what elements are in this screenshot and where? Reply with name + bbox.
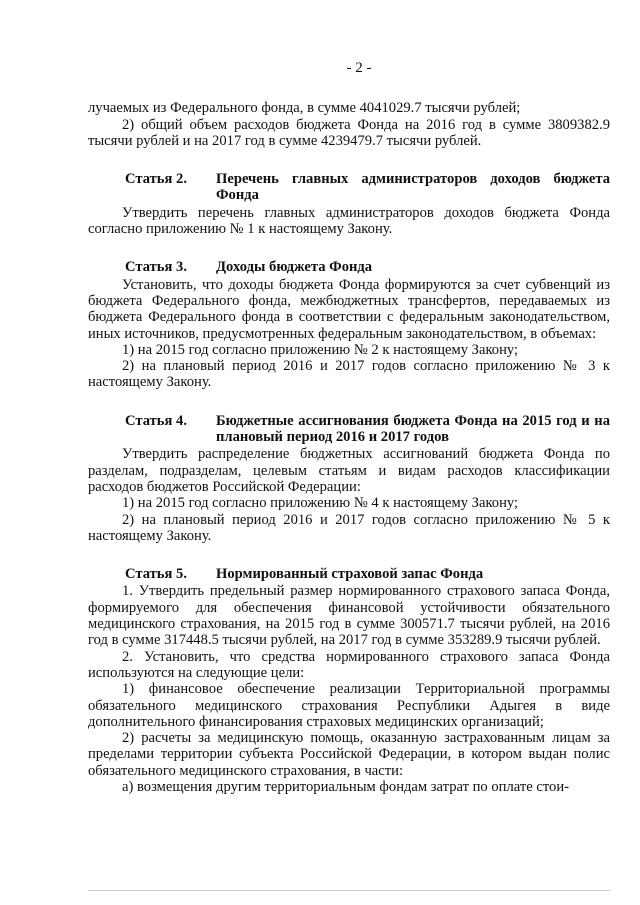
article-number: Статья 3. [125, 259, 187, 276]
page-bottom-edge [88, 890, 610, 891]
article-5-heading [88, 566, 610, 582]
article-3-item: 2) на плановый период 2016 и 2017 годов согласно приложению № 3 к настоящему Закону. [88, 358, 610, 391]
article-4-paragraph: Утвердить распределение бюджетных ассигнований бюджета Фонда по разделам, подразделам, целевым статьям и видам расходов классификации расходов бюджетов Российской Федерации: [88, 446, 610, 495]
document-page [88, 60, 610, 795]
article-5-paragraph: 1. Утвердить предельный размер нормированного страхового запаса Фонда, формируемого для обеспечения финансовой устойчивости обязательного медицинского страхования, на 2015 год в сумме 300571.7 тысячи рублей, на 2016 год в сумме 317448.5 тысячи рублей, на 2017 год в сумме 353289.9 тысячи рублей. [88, 583, 610, 649]
article-5-item: а) возмещения другим территориальным фондам затрат по оплате стои- [122, 778, 570, 795]
article-2-heading [88, 171, 610, 204]
article-number: Статья 4. [125, 412, 187, 429]
article-2-paragraph: Утвердить перечень главных администраторов доходов бюджета Фонда согласно приложению № 1 к настоящему Закону. [88, 204, 610, 238]
article-4-heading [88, 413, 610, 446]
article-number: Статья 5. [125, 566, 187, 583]
article-4-item: 2) на плановый период 2016 и 2017 годов согласно приложению № 5 к настоящему Закону. [88, 511, 610, 544]
article-title: Перечень главных администраторов доходов бюджета Фонда [216, 171, 610, 204]
article-5-item: 2) расчеты за медицинскую помощь, оказанную застрахованным лицам за пределами территории субъекта Российской Федерации, в котором выдан полис обязательного медицинского страхования, в части: [88, 730, 610, 779]
article-5-item: 1) финансовое обеспечение реализации Территориальной программы обязательного медицинского страхования Республики Адыгея в виде дополнительного финансирования страховых медицинских организаций; [88, 681, 610, 730]
article-3-item: 1) на 2015 год согласно приложению № 2 к настоящему Закону; [122, 341, 519, 358]
article-3-heading [88, 259, 610, 275]
article-title: Доходы бюджета Фонда [216, 259, 373, 276]
intro-line-1: лучаемых из Федерального фонда, в сумме 4041029.7 тысячи рублей; [88, 100, 521, 117]
article-number: Статья 2. [125, 171, 187, 188]
intro-line-2: 2) общий объем расходов бюджета Фонда на 2016 год в сумме 3809382.9 тысячи рублей и на 2017 год в сумме 4239479.7 тысячи рублей. [88, 116, 610, 149]
page-number: - 2 - [346, 60, 372, 76]
article-5-paragraph: 2. Установить, что средства нормированного страхового запаса Фонда используются на следующие цели: [88, 648, 610, 681]
article-3-paragraph: Установить, что доходы бюджета Фонда формируются за счет субвенций из бюджета Федерального фонда, межбюджетных трансфертов, передаваемых из бюджета Федерального фонда в соответствии с федеральным законодательством, иных источников, предусмотренных федеральным законодательством, в объемах: [88, 276, 610, 342]
article-title: Бюджетные ассигнования бюджета Фонда на 2015 год и на плановый период 2016 и 2017 годов [216, 412, 610, 446]
article-4-item: 1) на 2015 год согласно приложению № 4 к настоящему Закону; [122, 495, 519, 512]
article-title: Нормированный страховой запас Фонда [216, 566, 484, 583]
